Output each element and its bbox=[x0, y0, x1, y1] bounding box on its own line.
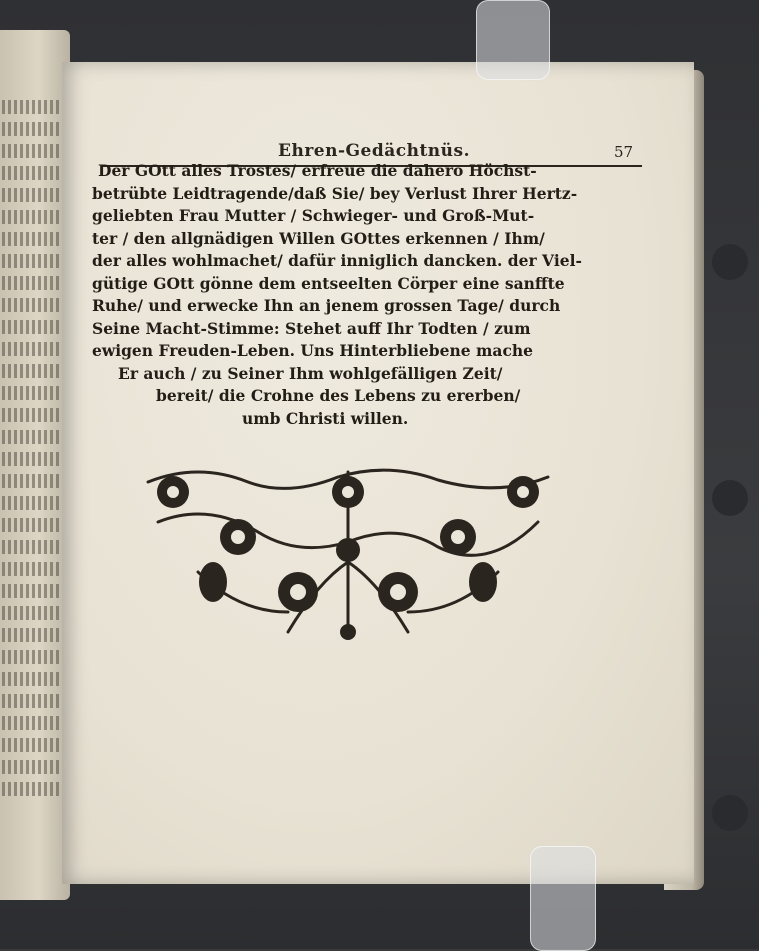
page-title: Ehren-Gedächtnüs. bbox=[278, 141, 471, 161]
binder-hole bbox=[712, 244, 748, 280]
page-number: 57 bbox=[614, 143, 634, 161]
binder-hole bbox=[712, 795, 748, 831]
floral-tailpiece-icon bbox=[138, 462, 558, 647]
text-line: bereit/ die Crohne des Lebens zu ererben/ bbox=[156, 386, 521, 405]
text-line: Der GOtt alles Trostes/ erfreue die dahero Höchst- bbox=[98, 161, 537, 180]
text-line: geliebten Frau Mutter / Schwieger- und Groß-Mut- bbox=[92, 206, 535, 225]
text-line: umb Christi willen. bbox=[242, 408, 409, 428]
page-holder-clip bbox=[530, 846, 596, 951]
body-text bbox=[92, 160, 652, 430]
text-line: ewigen Freuden-Leben. Uns Hinterbliebene mache bbox=[92, 341, 534, 360]
text-line: Seine Macht-Stimme: Stehet auff Ihr Todten / zum bbox=[92, 318, 531, 338]
text-line: ter / den allgnädigen Willen GOttes erkennen / Ihm/ bbox=[92, 228, 545, 248]
facing-page-edge bbox=[0, 30, 70, 900]
text-line: gütige GOtt gönne dem entseelten Cörper eine sanffte bbox=[92, 273, 565, 293]
text-line: Ruhe/ und erwecke Ihn an jenem grossen Tage/ durch bbox=[92, 296, 561, 315]
text-line: betrübte Leidtragende/daß Sie/ bey Verlust Ihrer Hertz- bbox=[92, 183, 578, 203]
text-line: der alles wohlmachet/ dafür inniglich dancken. der Viel- bbox=[92, 251, 582, 270]
binder-hole bbox=[712, 480, 748, 516]
page-holder-clip bbox=[476, 0, 550, 80]
text-line: Er auch / zu Seiner Ihm wohlgefälligen Zeit/ bbox=[118, 363, 503, 383]
